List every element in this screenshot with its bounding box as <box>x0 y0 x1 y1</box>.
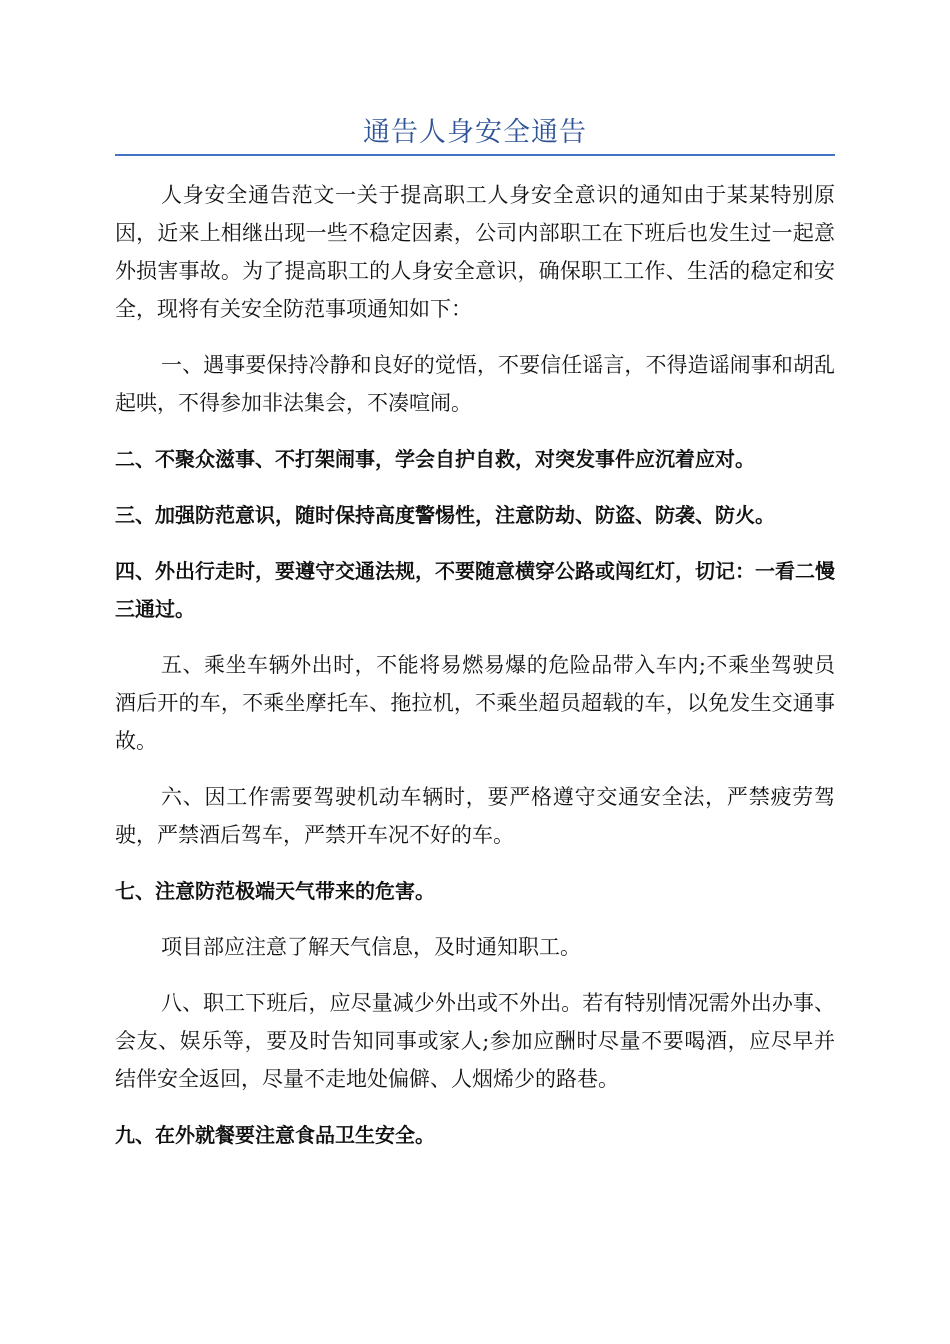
title-underline <box>115 154 835 156</box>
paragraph-item-5: 五、乘坐车辆外出时，不能将易燃易爆的危险品带入车内;不乘坐驾驶员酒后开的车，不乘坐摩托车、拖拉机，不乘坐超员超载的车，以免发生交通事故。 <box>115 653 835 753</box>
paragraph-item-3: 三、加强防范意识，随时保持高度警惕性，注意防劫、防盗、防袭、防火。 <box>115 503 775 527</box>
paragraph-intro: 人身安全通告范文一关于提高职工人身安全意识的通知由于某某特别原因，近来上相继出现一些不稳定因素，公司内部职工在下班后也发生过一起意外损害事故。为了提高职工的人身安全意识，确保职工工作、生活的稳定和安全，现将有关安全防范事项通知如下： <box>115 183 835 321</box>
paragraph-item-6: 六、因工作需要驾驶机动车辆时，要严格遵守交通安全法，严禁疲劳驾驶，严禁酒后驾车，严禁开车况不好的车。 <box>115 785 835 847</box>
document-title: 通告人身安全通告 <box>363 117 587 148</box>
paragraph-item-4: 四、外出行走时，要遵守交通法规，不要随意横穿公路或闯红灯，切记：一看二慢三通过。 <box>115 559 835 621</box>
paragraph-item-1: 一、遇事要保持冷静和良好的觉悟，不要信任谣言，不得造谣闹事和胡乱起哄，不得参加非法集会，不凑喧闹。 <box>115 353 835 415</box>
document-body <box>115 176 835 1172</box>
paragraph-item-7: 七、注意防范极端天气带来的危害。 <box>115 879 435 903</box>
paragraph-item-9: 九、在外就餐要注意食品卫生安全。 <box>115 1123 435 1147</box>
paragraph-item-8: 八、职工下班后，应尽量减少外出或不外出。若有特别情况需外出办事、会友、娱乐等，要及时告知同事或家人;参加应酬时尽量不要喝酒，应尽早并结伴安全返回，尽量不走地处偏僻、人烟烯少的路巷。 <box>115 991 835 1091</box>
paragraph-item-7-note: 项目部应注意了解天气信息，及时通知职工。 <box>161 935 581 959</box>
paragraph-item-2: 二、不聚众滋事、不打架闹事，学会自护自救，对突发事件应沉着应对。 <box>115 447 755 471</box>
